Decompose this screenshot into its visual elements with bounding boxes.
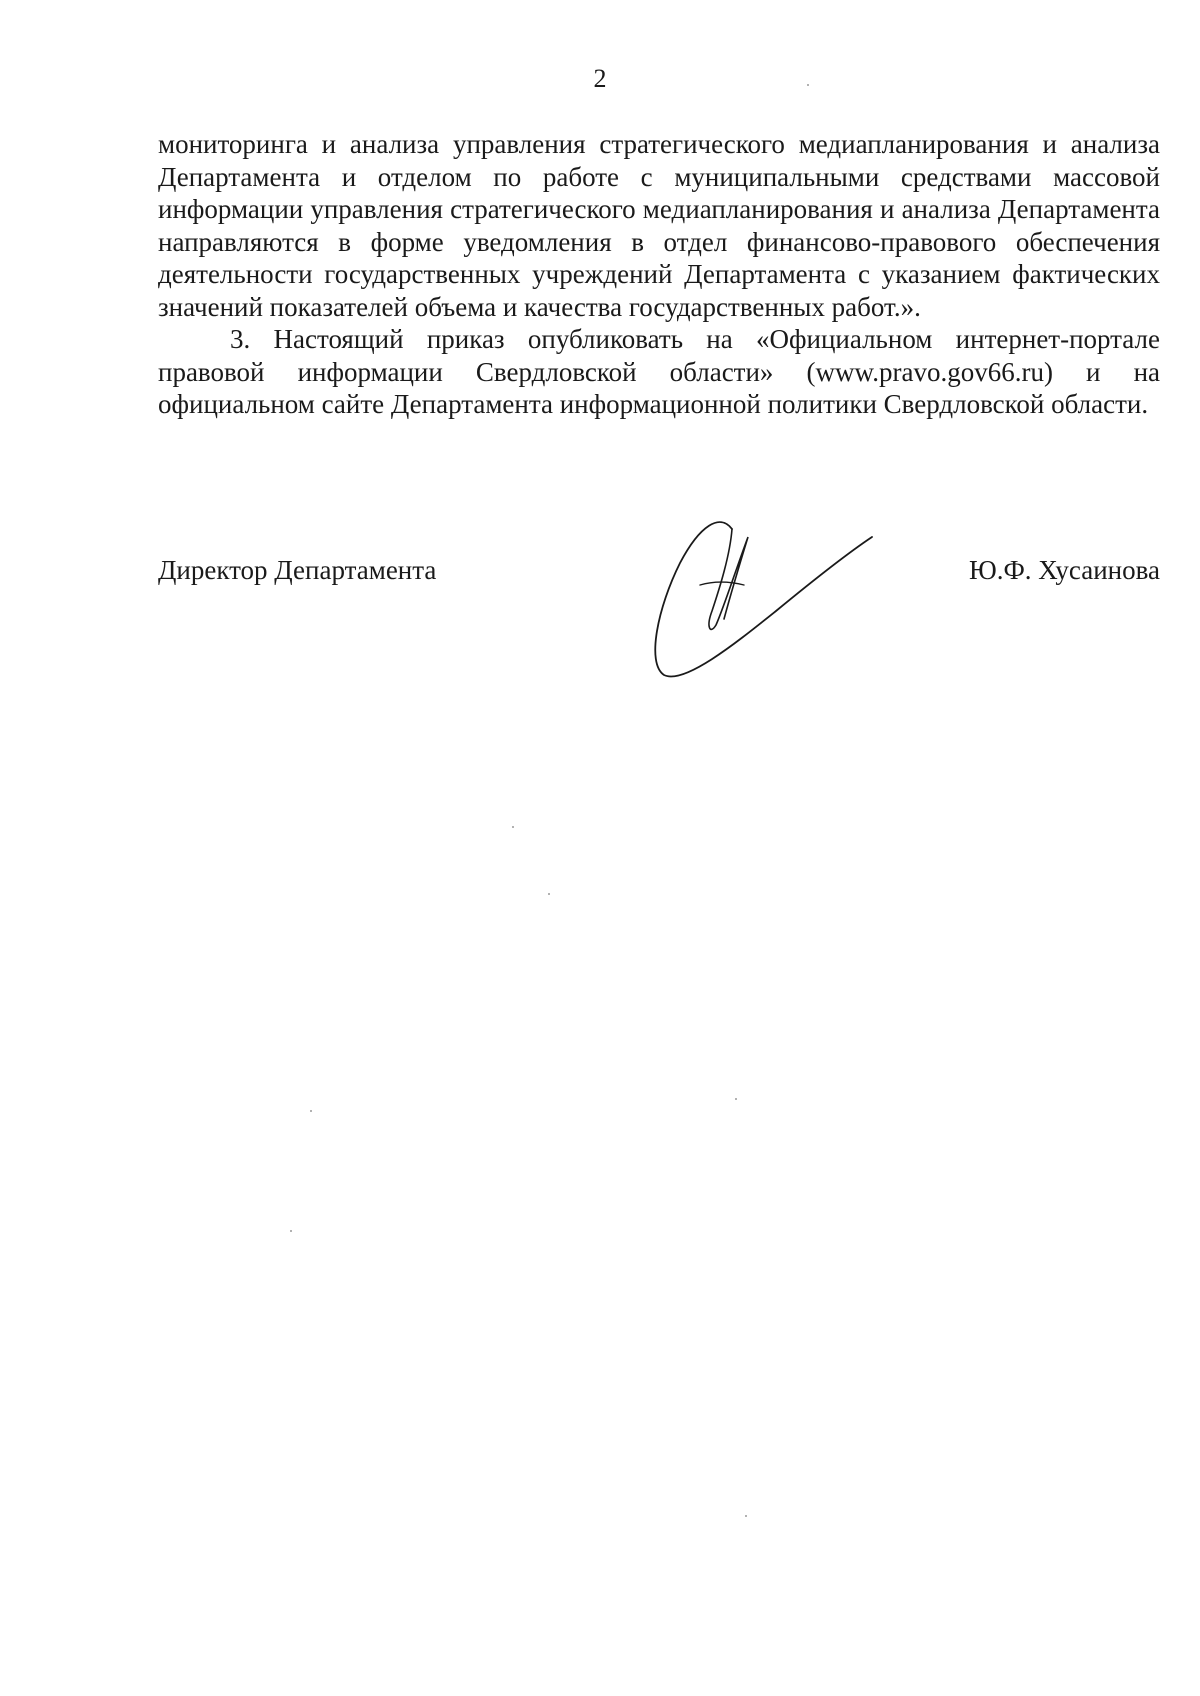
signatory-name: Ю.Ф. Хусаинова bbox=[968, 555, 1160, 585]
scan-speck bbox=[735, 1098, 737, 1100]
scan-speck bbox=[548, 893, 550, 895]
handwritten-signature bbox=[640, 515, 880, 685]
scan-speck bbox=[512, 826, 514, 828]
document-body bbox=[158, 128, 1160, 421]
page-number: 2 bbox=[593, 64, 607, 93]
scan-speck bbox=[745, 1515, 747, 1517]
scan-speck bbox=[807, 84, 809, 86]
paragraph-continuation: мониторинга и анализа управления стратегического медиапланирования и анализа Департамента и отделом по работе с муниципальными средствами массовой информации управления стратегического медиапланирования и анализа Департамента направляются в форме уведомления в отдел финансово-правового обеспечения деятельности государственных учреждений Департамента с указанием фактических значений показателей объема и качества государственных работ.». bbox=[158, 129, 1160, 322]
scan-speck bbox=[290, 1230, 292, 1232]
scan-speck bbox=[310, 1110, 312, 1112]
paragraph-publication-order: 3. Настоящий приказ опубликовать на «Официальном интернет-портале правовой информации Свердловской области» (www.pravo.gov66.ru) и на официальном сайте Департамента информационной политики Свердловской области. bbox=[158, 324, 1160, 419]
signatory-position: Директор Департамента bbox=[158, 555, 437, 585]
